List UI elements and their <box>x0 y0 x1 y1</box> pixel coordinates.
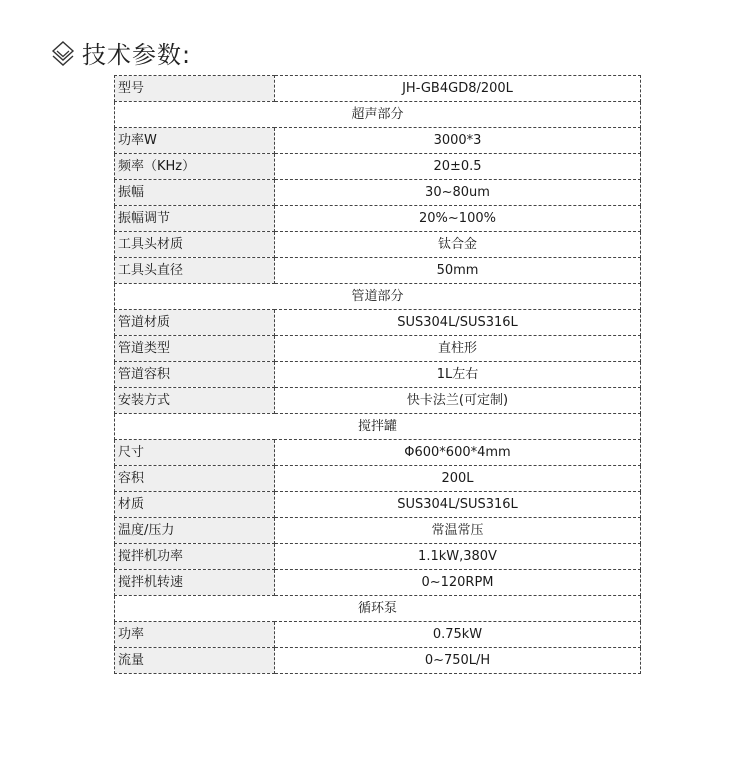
table-row <box>115 518 641 544</box>
table-row <box>115 206 641 232</box>
section-title: 超声部分 <box>115 102 641 128</box>
table-row <box>115 440 641 466</box>
section-row <box>115 284 641 310</box>
param-value: 200L <box>275 466 641 492</box>
section-heading <box>50 38 191 72</box>
param-value: 直柱形 <box>275 336 641 362</box>
param-label: 功率 <box>115 622 275 648</box>
param-label: 频率（KHz） <box>115 154 275 180</box>
table-row <box>115 362 641 388</box>
param-value: 1L左右 <box>275 362 641 388</box>
param-label: 温度/压力 <box>115 518 275 544</box>
section-row <box>115 102 641 128</box>
param-label: 工具头材质 <box>115 232 275 258</box>
param-value: 常温常压 <box>275 518 641 544</box>
param-value: 1.1kW,380V <box>275 544 641 570</box>
param-value: SUS304L/SUS316L <box>275 310 641 336</box>
table-row <box>115 310 641 336</box>
table-row <box>115 492 641 518</box>
param-label: 容积 <box>115 466 275 492</box>
table-row <box>115 388 641 414</box>
param-label: 安装方式 <box>115 388 275 414</box>
param-value: 30~80um <box>275 180 641 206</box>
section-title: 循环泵 <box>115 596 641 622</box>
param-label: 搅拌机转速 <box>115 570 275 596</box>
param-value: 0~120RPM <box>275 570 641 596</box>
param-label: 振幅 <box>115 180 275 206</box>
param-value: 50mm <box>275 258 641 284</box>
spec-table <box>114 75 641 674</box>
table-row <box>115 648 641 674</box>
heading-title: 技术参数: <box>82 41 192 69</box>
layered-diamond-icon <box>50 40 76 70</box>
param-label: 工具头直径 <box>115 258 275 284</box>
table-row <box>115 622 641 648</box>
param-value: 钛合金 <box>275 232 641 258</box>
table-row <box>115 76 641 102</box>
section-title: 搅拌罐 <box>115 414 641 440</box>
param-value: JH-GB4GD8/200L <box>275 76 641 102</box>
param-label: 振幅调节 <box>115 206 275 232</box>
table-row <box>115 180 641 206</box>
param-value: 3000*3 <box>275 128 641 154</box>
section-title: 管道部分 <box>115 284 641 310</box>
param-label: 管道容积 <box>115 362 275 388</box>
table-row <box>115 336 641 362</box>
section-row <box>115 596 641 622</box>
param-value: 0~750L/H <box>275 648 641 674</box>
param-label: 管道类型 <box>115 336 275 362</box>
table-row <box>115 128 641 154</box>
table-row <box>115 232 641 258</box>
param-value: 0.75kW <box>275 622 641 648</box>
param-label: 流量 <box>115 648 275 674</box>
param-value: SUS304L/SUS316L <box>275 492 641 518</box>
table-row <box>115 258 641 284</box>
spec-table-body <box>115 76 641 674</box>
section-row <box>115 414 641 440</box>
param-label: 功率W <box>115 128 275 154</box>
param-value: 快卡法兰(可定制) <box>275 388 641 414</box>
table-row <box>115 466 641 492</box>
table-row <box>115 154 641 180</box>
param-value: 20%~100% <box>275 206 641 232</box>
param-value: Φ600*600*4mm <box>275 440 641 466</box>
param-label: 搅拌机功率 <box>115 544 275 570</box>
table-row <box>115 570 641 596</box>
param-value: 20±0.5 <box>275 154 641 180</box>
param-label: 管道材质 <box>115 310 275 336</box>
param-label: 型号 <box>115 76 275 102</box>
table-row <box>115 544 641 570</box>
param-label: 尺寸 <box>115 440 275 466</box>
param-label: 材质 <box>115 492 275 518</box>
